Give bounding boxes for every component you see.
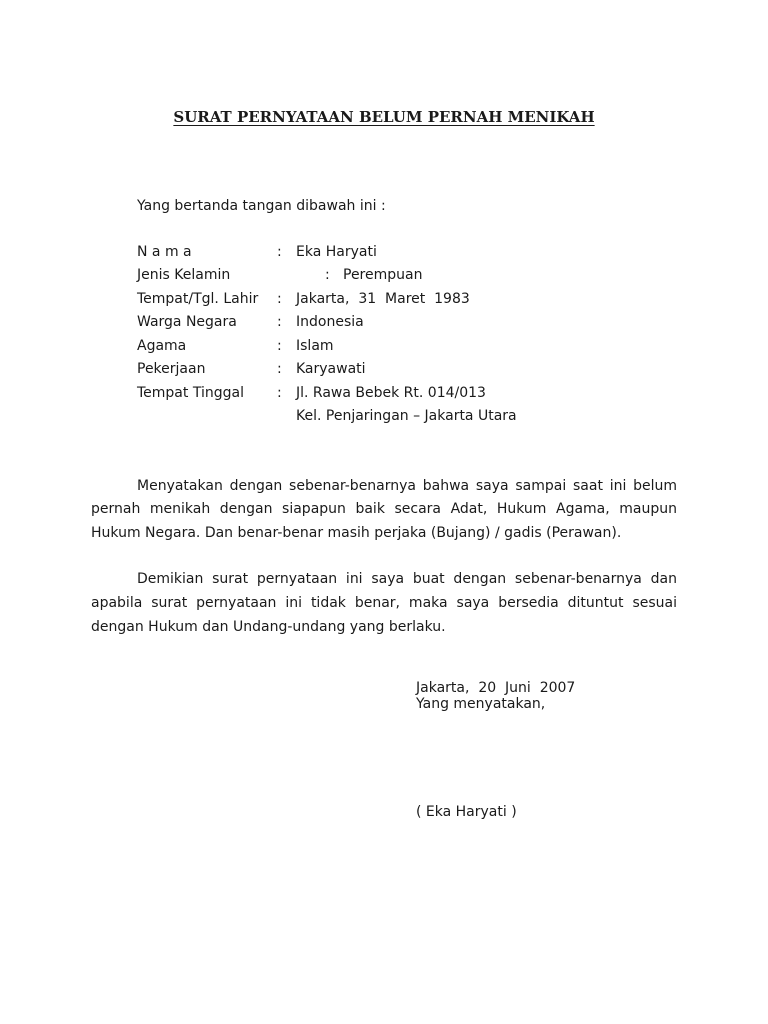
- paragraph-line: Demikian surat pernyataan ini saya buat dengan sebenar-benarnya dan: [137, 571, 677, 587]
- field-label-warga-negara: Warga Negara: [137, 314, 237, 330]
- field-value-tempat-tinggal: Jl. Rawa Bebek Rt. 014/013: [296, 385, 486, 401]
- field-colon: :: [277, 361, 282, 377]
- document-title: SURAT PERNYATAAN BELUM PERNAH MENIKAH: [173, 108, 595, 126]
- field-value-jenis-kelamin: Perempuan: [343, 267, 423, 283]
- field-colon: :: [277, 314, 282, 330]
- field-colon: :: [325, 267, 330, 283]
- field-value-warga-negara: Indonesia: [296, 314, 364, 330]
- field-label-agama: Agama: [137, 338, 187, 354]
- paragraph-line: apabila surat pernyataan ini tidak benar, maka saya bersedia dituntut sesuai: [91, 595, 677, 611]
- field-label-nama: N a m a: [137, 244, 192, 260]
- paragraph-line: Menyatakan dengan sebenar-benarnya bahwa saya sampai saat ini belum: [137, 478, 677, 494]
- intro-text: Yang bertanda tangan dibawah ini :: [137, 198, 386, 214]
- signature-closing: Yang menyatakan,: [416, 696, 546, 712]
- field-value-address-line2: Kel. Penjaringan – Jakarta Utara: [296, 408, 517, 424]
- field-colon: :: [277, 291, 282, 307]
- paragraph-line: dengan Hukum dan Undang-undang yang berlaku.: [91, 619, 446, 635]
- field-colon: :: [277, 338, 282, 354]
- field-value-pekerjaan: Karyawati: [296, 361, 366, 377]
- paragraph-line: pernah menikah dengan siapapun baik secara Adat, Hukum Agama, maupun: [91, 501, 677, 517]
- field-label-jenis-kelamin: Jenis Kelamin: [137, 267, 231, 283]
- signature-name: ( Eka Haryati ): [416, 804, 517, 820]
- field-value-tempat-tgl-lahir: Jakarta, 31 Maret 1983: [296, 291, 470, 307]
- field-value-agama: Islam: [296, 338, 334, 354]
- field-colon: :: [277, 385, 282, 401]
- field-colon: :: [277, 244, 282, 260]
- paragraph-line: Hukum Negara. Dan benar-benar masih perjaka (Bujang) / gadis (Perawan).: [91, 525, 622, 541]
- field-label-tempat-tgl-lahir: Tempat/Tgl. Lahir: [137, 291, 259, 307]
- field-label-tempat-tinggal: Tempat Tinggal: [137, 385, 244, 401]
- field-value-nama: Eka Haryati: [296, 244, 377, 260]
- signature-place-date: Jakarta, 20 Juni 2007: [416, 680, 576, 696]
- field-label-pekerjaan: Pekerjaan: [137, 361, 206, 377]
